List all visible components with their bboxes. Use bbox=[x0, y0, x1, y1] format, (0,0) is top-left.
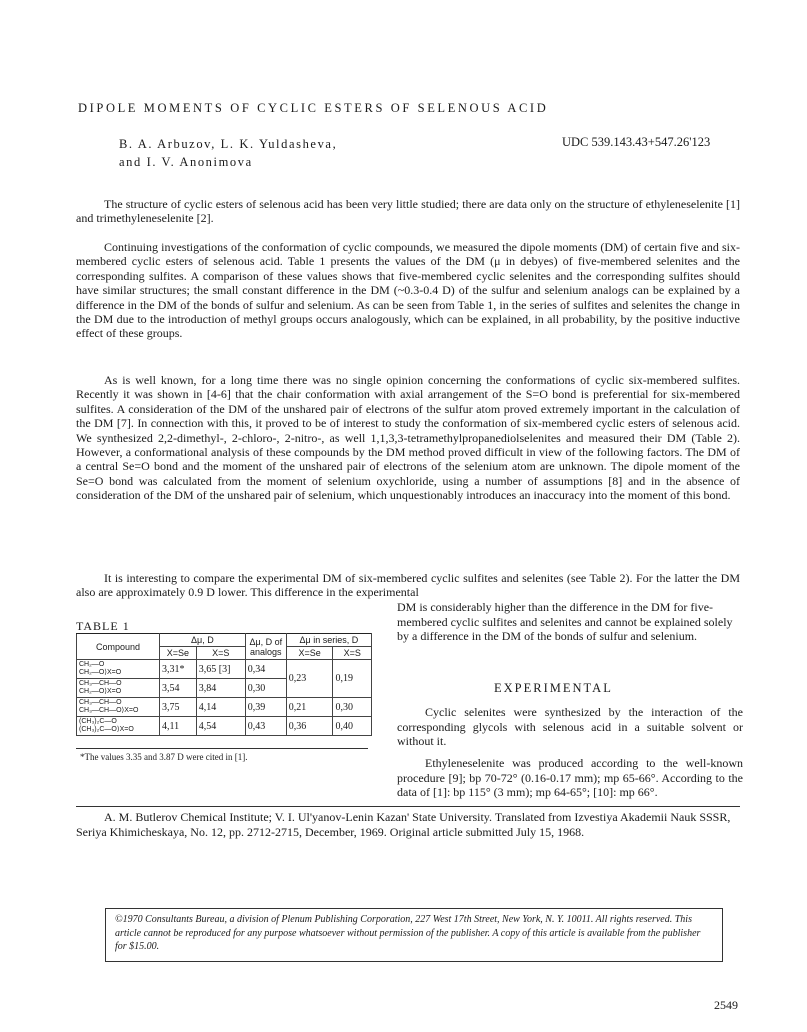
compound-formula: CH₃—CH—O CH₂—O⟩X=O bbox=[77, 679, 160, 698]
value-xs: 3,84 bbox=[196, 679, 245, 698]
series-s: 0,40 bbox=[333, 717, 372, 736]
value-xse: 4,11 bbox=[160, 717, 197, 736]
table-1 bbox=[76, 633, 372, 736]
value-xs: 3,65 [3] bbox=[196, 660, 245, 679]
article-title: DIPOLE MOMENTS OF CYCLIC ESTERS OF SELENOUS ACID bbox=[78, 101, 549, 115]
value-diff: 0,39 bbox=[245, 698, 286, 717]
value-xs: 4,54 bbox=[196, 717, 245, 736]
value-diff: 0,43 bbox=[245, 717, 286, 736]
value-xs: 4,14 bbox=[196, 698, 245, 717]
compound-formula: CH₃—CH—O CH₃—CH—O⟩X=O bbox=[77, 698, 160, 717]
affiliation-rule bbox=[76, 806, 740, 807]
affiliation-block: A. M. Butlerov Chemical Institute; V. I. Ul'yanov-Lenin Kazan' State University. Translated from Izvestiya Akademii Nauk SSSR, Seriya Khimicheskaya, No. 12, pp. 2712-2715, December, 1969. Original article submitted July 15, 1968. bbox=[76, 810, 731, 839]
header-xse: X=Se bbox=[160, 647, 197, 660]
table-footnote: *The values 3.35 and 3.87 D were cited in [1]. bbox=[80, 752, 248, 762]
author-list bbox=[119, 135, 337, 171]
table-row bbox=[77, 698, 372, 717]
copyright-notice: ©1970 Consultants Bureau, a division of Plenum Publishing Corporation, 227 West 17th Street, New York, N. Y. 10011. All rights reserved. This article cannot be reproduced for any purpose whatsoever without permission of the publisher. A copy of this article is available from the publisher for $15.00. bbox=[105, 908, 723, 962]
udc-code: UDC 539.143.43+547.26'123 bbox=[562, 135, 711, 149]
header-series-xs: X=S bbox=[333, 647, 372, 660]
value-xse: 3,31* bbox=[160, 660, 197, 679]
experimental-paragraph-1: Cyclic selenites were synthesized by the interaction of the corresponding glycols with selenous acid in a suitable solvent or without it. bbox=[397, 705, 743, 749]
intro-paragraph: The structure of cyclic esters of selenous acid has been very little studied; there are data only on the structure of ethyleneselenite [1] and trimethyleneselenite [2]. bbox=[76, 197, 740, 226]
table-bottom-rule bbox=[76, 748, 368, 749]
paragraph-dm-five-membered: Continuing investigations of the conformation of cyclic compounds, we measured the dipole moments (DM) of certain five and six-membered cyclic esters of selenous acid. Table 1 presents the values of the DM (μ in debyes) of five-membered selenites and the corresponding sulfites. A comparison of these values shows that five-membered cyclic selenites and the corresponding sulfites should have similar structures; the small constant difference in the DM (~0.3-0.4 D) of the sulfur and selenium analogs can be explained by a difference in the DM of the bonds of sulfur and selenium. As can be seen from Table 1, in the series of sulfites and selenites the change in the DM due to the introduction of methyl groups occurs analogously, which can be explained, in all probability, by the positive inductive effect of these groups. bbox=[76, 240, 740, 341]
series-s: 0,19 bbox=[333, 660, 372, 698]
section-heading-experimental: EXPERIMENTAL bbox=[494, 681, 613, 695]
value-diff: 0,34 bbox=[245, 660, 286, 679]
compound-formula: CH₂—O CH₂—O⟩X=O bbox=[77, 660, 160, 679]
right-column-continuation: DM is considerably higher than the difference in the DM for five-membered cyclic sulfites and selenites and cannot be explained solely by a difference in the DM of the bonds of sulfur and selenium. bbox=[397, 600, 733, 644]
header-dmu-series: Δμ in series, D bbox=[286, 634, 371, 647]
value-xse: 3,54 bbox=[160, 679, 197, 698]
header-xs: X=S bbox=[196, 647, 245, 660]
paragraph-comparison: It is interesting to compare the experimental DM of six-membered cyclic sulfites and selenites (see Table 2). For the latter the DM also are approximately 0.9 D lower. This difference in the experimental bbox=[76, 571, 740, 600]
author-line-1: B. A. Arbuzov, L. K. Yuldasheva, bbox=[119, 137, 338, 151]
table-row bbox=[77, 660, 372, 679]
table-label: TABLE 1 bbox=[76, 619, 130, 633]
header-mu: Δμ, D bbox=[160, 634, 246, 647]
value-diff: 0,30 bbox=[245, 679, 286, 698]
page-number: 2549 bbox=[714, 998, 738, 1012]
table-row bbox=[77, 717, 372, 736]
series-se: 0,21 bbox=[286, 698, 333, 717]
paragraph-six-membered: As is well known, for a long time there was no single opinion concerning the conformations of cyclic six-membered sulfites. Recently it was shown in [4-6] that the chair conformation with axial arrangement of the S=O bond is preferential for six-membered sulfites. A consideration of the DM of the unshared pair of electrons of the sulfur atom proved extremely important in the calculation of the DM [7]. In connection with this, it proved to be of interest to study the conformation of six-membered cyclic esters of selenous acid. We synthesized 2,2-dimethyl-, 2-chloro-, 2-nitro-, as well 1,1,3,3-tetramethylpropanediolselenites and measured their DM (Table 2). However, a conformational analysis of these compounds by the DM method proved difficult in view of the following factors. The DM of a central Se=O bond and the moment of the unshared pair of electrons of the selenium atom are unknown. The dipole moment of the Se=O bond was calculated from the moment of selenium oxychloride, using a number of assumptions [8] and in the absence of consideration of the DM of the unshared pair of selenium, which unquestionably introduces an inaccuracy into the moment of this bond. bbox=[76, 373, 740, 503]
experimental-paragraph-2: Ethyleneselenite was produced according to the well-known procedure [9]; bp 70-72° (0.16-0.17 mm); mp 65-66°. According to the data of [1]: bp 115° (3 mm); mp 64-65°; [10]: mp 66°. bbox=[397, 756, 743, 800]
series-se: 0,23 bbox=[286, 660, 333, 698]
header-series-xse: X=Se bbox=[286, 647, 333, 660]
compound-formula: (CH₃)₂C—O (CH₃)₂C—O⟩X=O bbox=[77, 717, 160, 736]
author-line-2: and I. V. Anonimova bbox=[119, 155, 253, 169]
series-s: 0,30 bbox=[333, 698, 372, 717]
value-xse: 3,75 bbox=[160, 698, 197, 717]
series-se: 0,36 bbox=[286, 717, 333, 736]
header-compound: Compound bbox=[77, 634, 160, 660]
header-dmu-analogs: Δμ, D of analogs bbox=[245, 634, 286, 660]
